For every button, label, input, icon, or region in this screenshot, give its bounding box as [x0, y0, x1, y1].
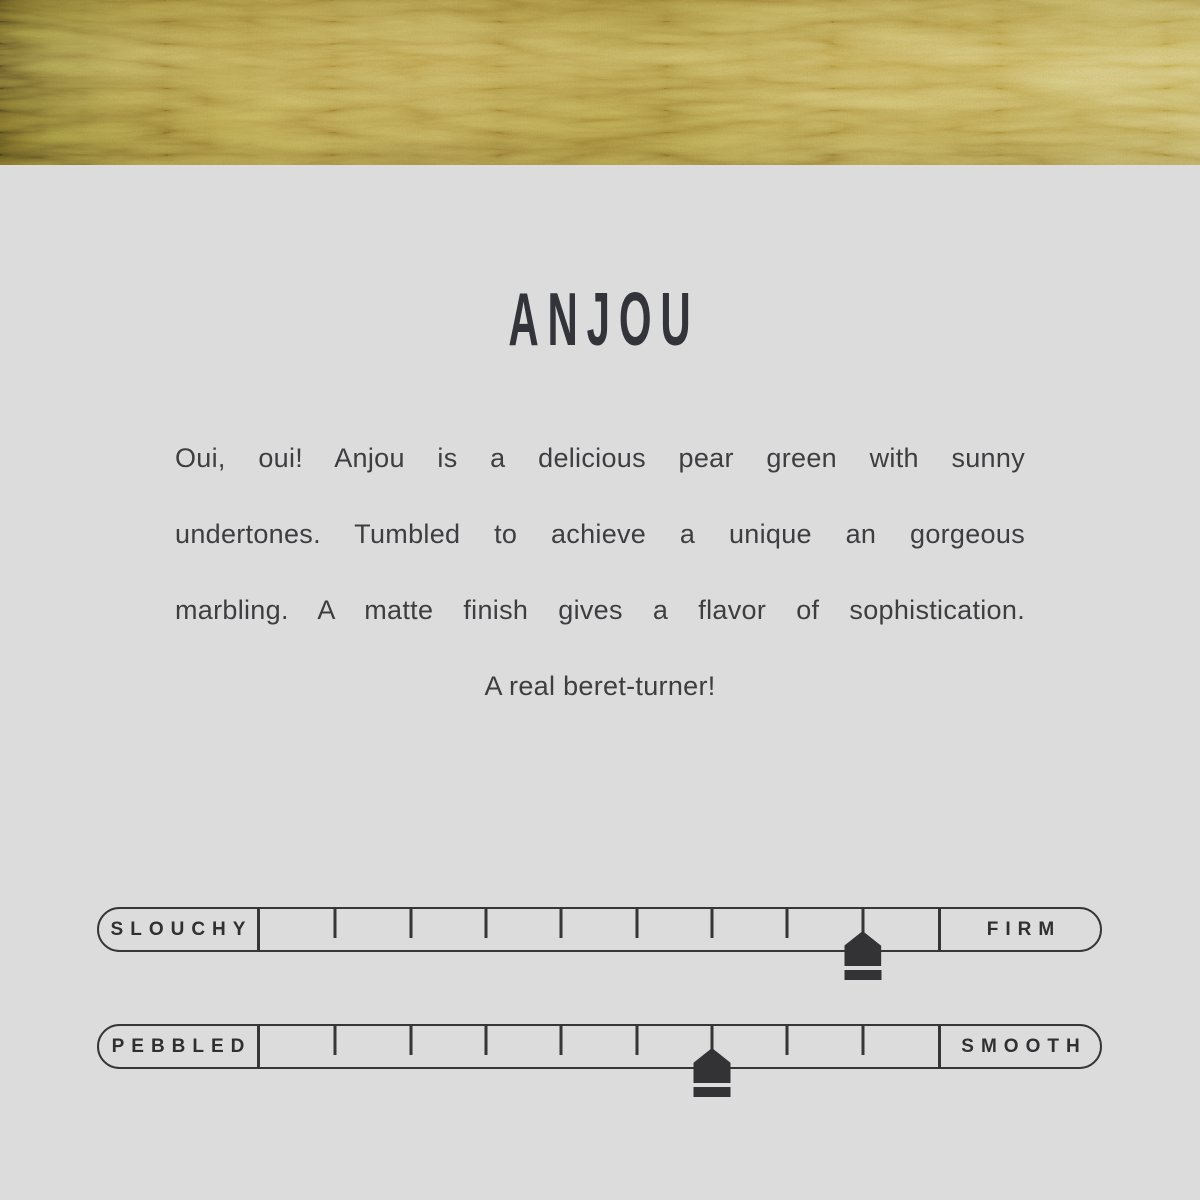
color-name-title: ANJOU	[508, 277, 700, 361]
scale-track	[260, 1026, 938, 1067]
scale-tick	[485, 1026, 488, 1055]
scale-marker-pointer	[694, 1048, 731, 1083]
description-line: Oui, oui! Anjou is a delicious pear green with sunny	[175, 443, 1025, 473]
scale-left-label: PEBBLED	[111, 1035, 252, 1057]
scale-tick	[409, 1026, 412, 1055]
scale-left-section	[99, 909, 260, 950]
leather-grain-texture	[0, 0, 1200, 165]
description-line: A real beret-turner!	[484, 671, 716, 701]
scale-right-label: SMOOTH	[961, 1035, 1087, 1057]
scale-tick	[635, 909, 638, 938]
scale-marker	[844, 931, 881, 980]
scale-tick	[334, 909, 337, 938]
scale-marker-pointer	[844, 931, 881, 966]
slouchy-firm-scale	[97, 907, 1102, 952]
scale-marker-base	[844, 970, 881, 980]
scale-track	[260, 909, 938, 950]
scale-tick	[409, 909, 412, 938]
scale-left-label: SLOUCHY	[110, 918, 253, 940]
leather-texture-banner	[0, 0, 1200, 165]
scale-tick	[786, 1026, 789, 1055]
scale-tick	[334, 1026, 337, 1055]
scale-tick	[635, 1026, 638, 1055]
scale-left-section	[99, 1026, 260, 1067]
scale-tick	[786, 909, 789, 938]
scale-right-section	[938, 1026, 1100, 1067]
scale-tick	[711, 909, 714, 938]
pebbled-smooth-scale	[97, 1024, 1102, 1069]
scale-tick	[861, 1026, 864, 1055]
scale-tick	[560, 909, 563, 938]
scale-tick	[485, 909, 488, 938]
scale-right-label: FIRM	[986, 918, 1062, 940]
scale-tick	[560, 1026, 563, 1055]
description-line: marbling. A matte finish gives a flavor of sophistication.	[175, 595, 1025, 625]
description-line: undertones. Tumbled to achieve a unique an gorgeous	[175, 519, 1025, 549]
scale-marker	[694, 1048, 731, 1097]
scale-right-section	[938, 909, 1100, 950]
color-description	[175, 420, 1025, 724]
scale-marker-base	[694, 1087, 731, 1097]
